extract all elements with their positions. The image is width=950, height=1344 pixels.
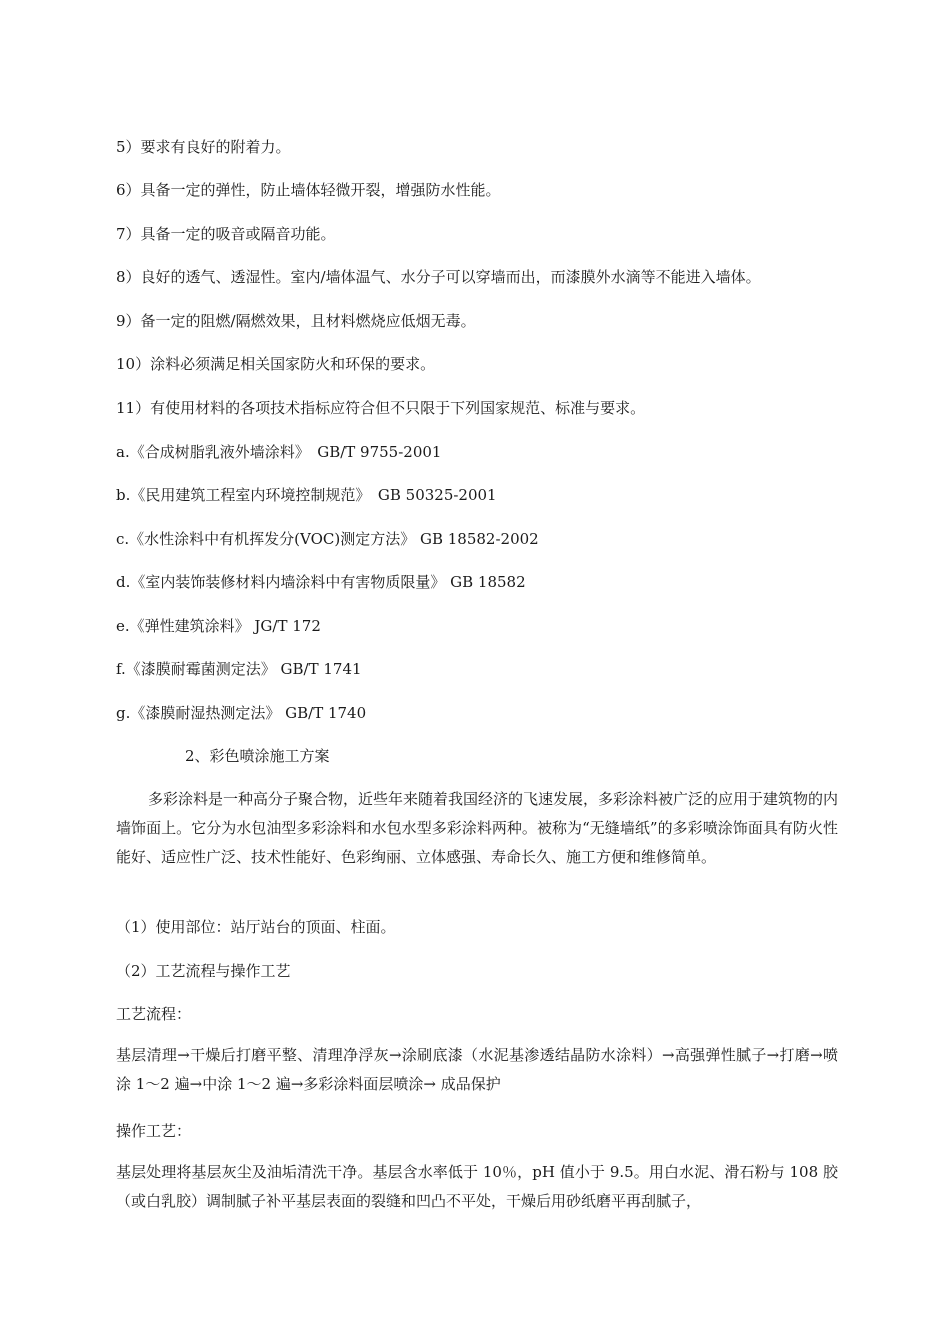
requirement-7: 7）具备一定的吸音或隔音功能。 bbox=[116, 225, 336, 243]
standard-e: e.《弹性建筑涂料》 JG/T 172 bbox=[116, 617, 321, 635]
requirement-11: 11）有使用材料的各项技术指标应符合但不只限于下列国家规范、标准与要求。 bbox=[116, 399, 646, 417]
operation-label: 操作工艺： bbox=[116, 1122, 192, 1140]
requirement-6: 6）具备一定的弹性，防止墙体轻微开裂，增强防水性能。 bbox=[116, 181, 501, 199]
flow-paragraph: 基层清理→干燥后打磨平整、清理净浮灰→涂刷底漆（水泥基渗透结晶防水涂料）→高强弹性腻子→打磨→喷涂 1～2 遍→中涂 1～2 遍→多彩涂料面层喷涂→ 成品保护 bbox=[116, 1046, 838, 1093]
standard-c: c.《水性涂料中有机挥发分(VOC)测定方法》 GB 18582-2002 bbox=[116, 530, 539, 548]
usage-line: （1）使用部位：站厅站台的顶面、柱面。 bbox=[116, 918, 396, 936]
requirement-5: 5）要求有良好的附着力。 bbox=[116, 138, 291, 156]
requirement-9: 9）备一定的阻燃/隔燃效果，且材料燃烧应低烟无毒。 bbox=[116, 312, 476, 330]
flow-label: 工艺流程： bbox=[116, 1005, 192, 1023]
standard-b: b.《民用建筑工程室内环境控制规范》 GB 50325-2001 bbox=[116, 486, 497, 504]
standard-g: g.《漆膜耐湿热测定法》 GB/T 1740 bbox=[116, 704, 367, 722]
requirement-10: 10）涂料必须满足相关国家防火和环保的要求。 bbox=[116, 355, 436, 373]
standard-f: f.《漆膜耐霉菌测定法》 GB/T 1741 bbox=[116, 660, 362, 678]
operation-paragraph: 基层处理将基层灰尘及油垢清洗干净。基层含水率低于 10％，pH 值小于 9.5。用白水泥、滑石粉与 108 胶（或白乳胶）调制腻子补平基层表面的裂缝和凹凸不平处，干燥后用砂纸磨平再刮腻子， bbox=[116, 1163, 838, 1210]
requirement-8: 8）良好的透气、透湿性。室内/墙体温气、水分子可以穿墙而出，而漆膜外水滴等不能进入墙体。 bbox=[116, 268, 761, 286]
standard-d: d.《室内装饰装修材料内墙涂料中有害物质限量》 GB 18582 bbox=[116, 573, 526, 591]
intro-paragraph bbox=[116, 785, 838, 872]
section-heading: 2、彩色喷涂施工方案 bbox=[185, 747, 330, 765]
process-title: （2）工艺流程与操作工艺 bbox=[116, 962, 291, 980]
intro-text: 多彩涂料是一种高分子聚合物，近些年来随着我国经济的飞速发展，多彩涂料被广泛的应用于建筑物的内墙饰面上。它分为水包油型多彩涂料和水包水型多彩涂料两种。被称为“无缝墙纸”的多彩喷涂饰面具有防火性能好、适应性广泛、技术性能好、色彩绚丽、立体感强、寿命长久、施工方便和维修简单。 bbox=[116, 790, 839, 866]
standard-a: a.《合成树脂乳液外墙涂料》 GB/T 9755-2001 bbox=[116, 443, 442, 461]
